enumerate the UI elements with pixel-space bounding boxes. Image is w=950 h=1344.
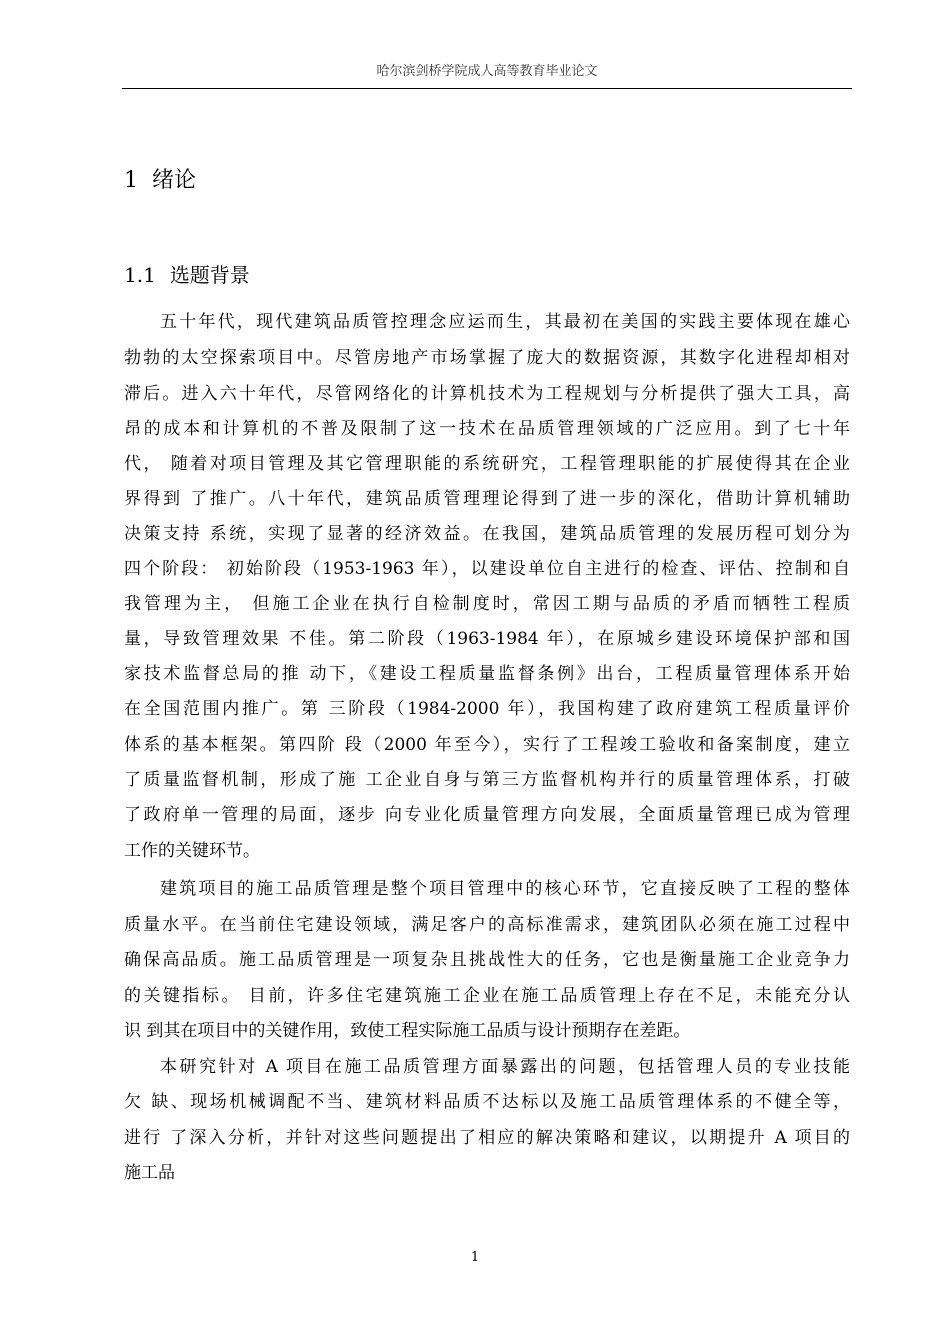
section-title: 选题背景 <box>169 263 250 287</box>
text-line: 的关键指标。 目前，许多住宅建筑施工企业在施工品质管理上存在不足，未能充分认 <box>124 986 850 1006</box>
text-line: 界得到 了推广。八十年代，建筑品质管理理论得到了进一步的深化，借助计算机辅助 <box>124 489 850 509</box>
text-line: 进行 了深入分析，并针对这些问题提出了相应的解决策略和建议，以期提升 A 项目的 <box>124 1128 850 1148</box>
text-line: 在全国范围内推广。第 三阶段（1984-2000 年），我国构建了政府建筑工程质量评价 <box>124 699 850 719</box>
text-line: 工作的关键环节。 <box>124 841 260 861</box>
chapter-number: 1 <box>124 168 138 193</box>
section-heading <box>124 258 250 292</box>
text-line: 本研究针对 A 项目在施工品质管理方面暴露出的问题，包括管理人员的专业技能 <box>160 1057 850 1077</box>
text-line: 五十年代，现代建筑品质管控理念应运而生，其最初在美国的实践主要体现在雄心 <box>160 312 850 332</box>
text-line: 体系的基本框架。第四阶 段（2000 年至今），实行了工程竣工验收和备案制度，建立 <box>124 735 850 755</box>
text-line: 代， 随着对项目管理及其它管理职能的系统研究，工程管理职能的扩展使得其在企业 <box>124 454 850 474</box>
text-line: 了质量监督机制，形成了施 工企业自身与第三方监督机构并行的质量管理体系，打破 <box>124 770 850 790</box>
text-line: 昂的成本和计算机的不普及限制了这一技术在品质管理领域的广泛应用。到了七十年 <box>124 419 850 439</box>
text-line: 建筑项目的施工品质管理是整个项目管理中的核心环节，它直接反映了工程的整体 <box>160 879 850 899</box>
chapter-title: 绪论 <box>152 168 197 193</box>
text-line: 量，导致管理效果 不佳。第二阶段（1963-1984 年），在原城乡建设环境保护部和国 <box>124 629 850 649</box>
chapter-heading <box>124 164 196 198</box>
text-line: 四个阶段： 初始阶段（1953-1963 年），以建设单位自主进行的检查、评估、控制和自 <box>124 559 850 579</box>
text-line: 了政府单一管理的局面，逐步 向专业化质量管理方向发展，全面质量管理已成为管理 <box>124 805 850 825</box>
text-line: 确保高品质。施工品质管理是一项复杂且挑战性大的任务，它也是衡量施工企业竞争力 <box>124 950 850 970</box>
page-number: 1 <box>470 1250 480 1265</box>
running-header: 哈尔滨剑桥学院成人高等教育毕业论文 <box>376 64 598 79</box>
text-line: 识 到其在项目中的关键作用，致使工程实际施工品质与设计预期存在差距。 <box>124 1021 691 1041</box>
text-line: 质量水平。在当前住宅建设领域，满足客户的高标准需求，建筑团队必须在施工过程中 <box>124 915 850 935</box>
text-line: 决策支持 系统，实现了显著的经济效益。在我国，建筑品质管理的发展历程可划分为 <box>124 524 850 544</box>
section-number: 1.1 <box>124 263 156 287</box>
header-divider <box>122 88 852 89</box>
text-line: 滞后。进入六十年代，尽管网络化的计算机技术为工程规划与分析提供了强大工具，高 <box>124 384 850 404</box>
text-line: 欠 缺、现场机械调配不当、建筑材料品质不达标以及施工品质管理体系的不健全等， <box>124 1092 850 1112</box>
text-line: 勃勃的太空探索项目中。尽管房地产市场掌握了庞大的数据资源，其数字化进程却相对 <box>124 348 850 368</box>
text-line: 我管理为主， 但施工企业在执行自检制度时，常因工期与品质的矛盾而牺牲工程质 <box>124 594 850 614</box>
text-line: 施工品 <box>124 1163 175 1183</box>
text-line: 家技术监督总局的推 动下，《建设工程质量监督条例》出台，工程质量管理体系开始 <box>124 664 850 684</box>
